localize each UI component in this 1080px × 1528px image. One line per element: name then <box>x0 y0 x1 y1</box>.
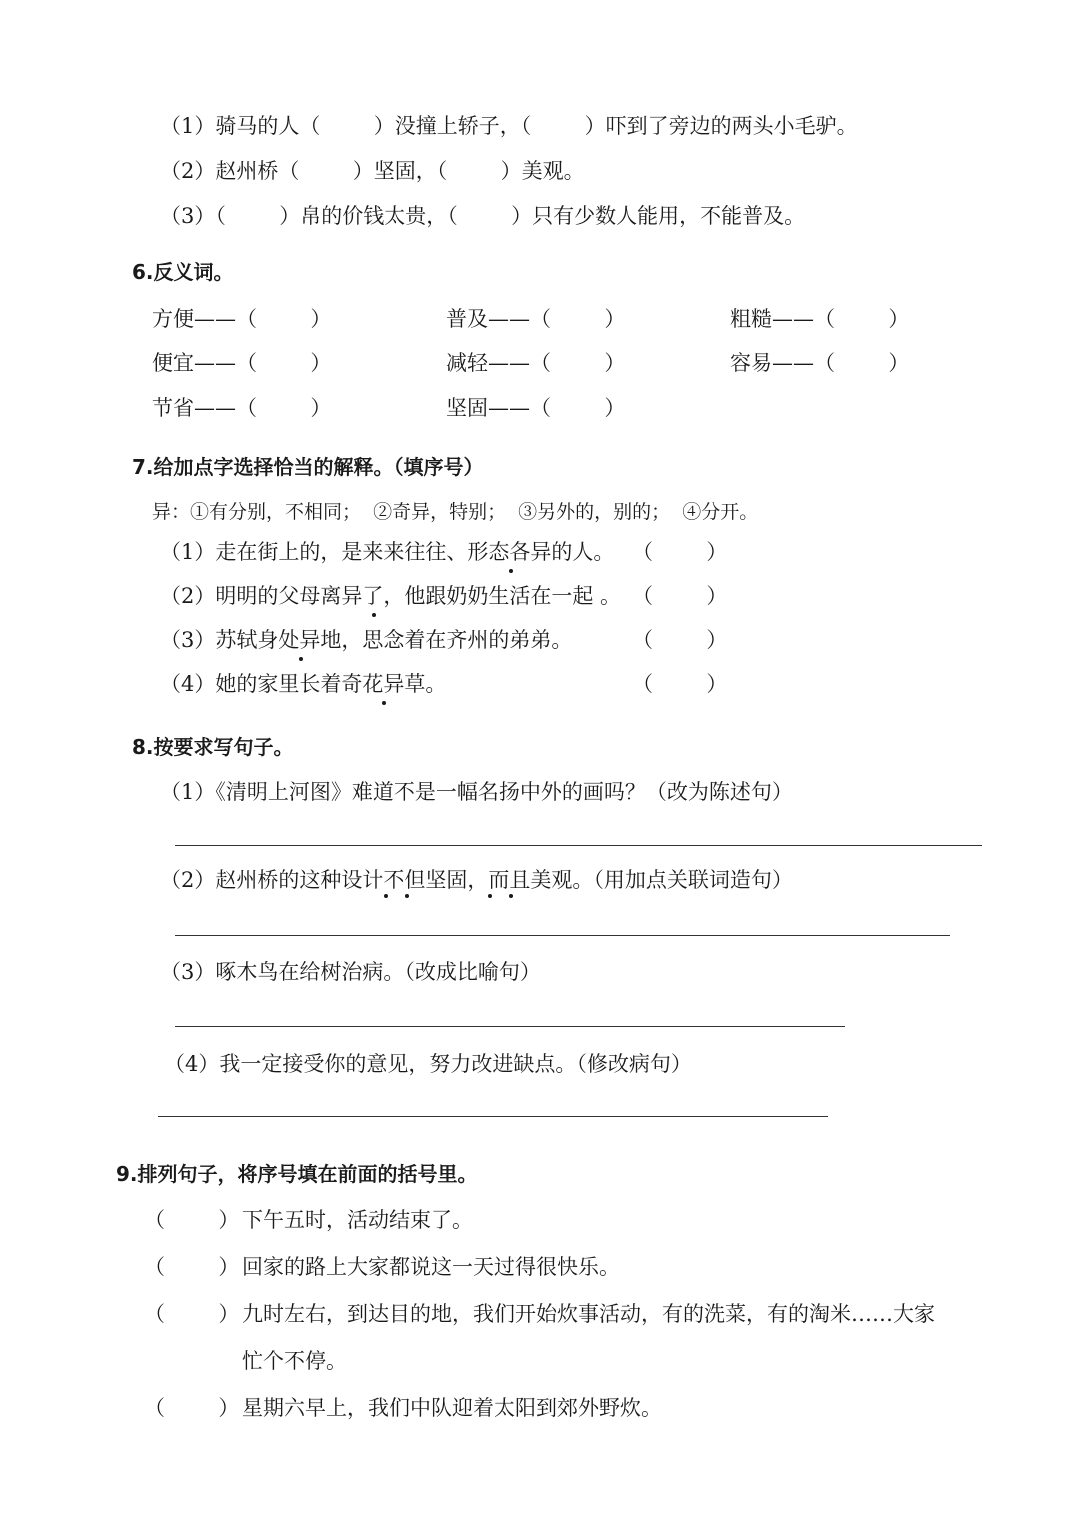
q6-title: 6.反义词。 <box>132 260 234 284</box>
q7-answer-blank-2[interactable]: （ ） <box>632 584 728 608</box>
q7-item-4: （4）她的家里长着奇花异草。 <box>160 672 447 696</box>
q9-order-blank[interactable]: （ ） <box>144 1302 240 1326</box>
antonym-item: 普及——（ ） <box>446 307 626 331</box>
answer-line[interactable] <box>175 1026 845 1027</box>
antonym-item: 减轻——（ ） <box>446 351 626 375</box>
q9-order-blank[interactable]: （ ） <box>144 1255 240 1279</box>
q9-sentence: 下午五时，活动结束了。 <box>242 1208 473 1232</box>
q7-answer-blank-4[interactable]: （ ） <box>632 672 728 696</box>
antonym-item: 便宜——（ ） <box>152 351 332 375</box>
q9-order-blank[interactable]: （ ） <box>144 1208 240 1232</box>
answer-line[interactable] <box>175 845 982 846</box>
emphasis-dot <box>384 894 388 898</box>
antonym-item: 粗糙——（ ） <box>730 307 910 331</box>
q9-sentence: 九时左右，到达目的地，我们开始炊事活动，有的洗菜，有的淘米……大家 <box>242 1302 935 1326</box>
q7-answer-blank-1[interactable]: （ ） <box>632 540 728 564</box>
emphasis-dot <box>488 894 492 898</box>
q7-answer-blank-3[interactable]: （ ） <box>632 628 728 652</box>
q8-item-2: （2）赵州桥的这种设计不但坚固，而且美观。（用加点关联词造句） <box>160 868 793 892</box>
antonym-item: 方便——（ ） <box>152 307 332 331</box>
q9-order-blank[interactable]: （ ） <box>144 1396 240 1420</box>
q7-item-2: （2）明明的父母离异了，他跟奶奶生活在一起 。 <box>160 584 622 608</box>
answer-line[interactable] <box>175 935 950 936</box>
q7-item-1: （1）走在街上的，是来来往往、形态各异的人。 <box>160 540 615 564</box>
emphasis-dot <box>405 894 409 898</box>
q7-title: 7.给加点字选择恰当的解释。（填序号） <box>132 455 484 479</box>
antonym-item: 坚固——（ ） <box>446 396 626 420</box>
emphasis-dot <box>509 569 513 573</box>
conjunction-item-2: （2）赵州桥（ ）坚固，（ ）美观。 <box>160 159 585 183</box>
conjunction-item-1: （1）骑马的人（ ）没撞上轿子，（ ）吓到了旁边的两头小毛驴。 <box>160 114 858 138</box>
q8-item-3: （3）啄木鸟在给树治病。（改成比喻句） <box>160 960 541 984</box>
q8-item-1: （1）《清明上河图》难道不是一幅名扬中外的画吗？（改为陈述句） <box>160 780 793 804</box>
q7-item-3: （3）苏轼身处异地，思念着在齐州的弟弟。 <box>160 628 573 652</box>
q7-definition: 异：①有分别，不相同； ②奇异，特别； ③另外的，别的； ④分开。 <box>152 501 759 523</box>
q8-title: 8.按要求写句子。 <box>132 735 294 759</box>
q9-sentence: 回家的路上大家都说这一天过得很快乐。 <box>242 1255 620 1279</box>
emphasis-dot <box>372 613 376 617</box>
emphasis-dot <box>382 701 386 705</box>
antonym-item: 节省——（ ） <box>152 396 332 420</box>
q9-sentence: 星期六早上，我们中队迎着太阳到郊外野炊。 <box>242 1396 662 1420</box>
answer-line[interactable] <box>158 1116 828 1117</box>
q9-sentence-continued: 忙个不停。 <box>242 1349 347 1373</box>
q8-item-4: （4）我一定接受你的意见，努力改进缺点。（修改病句） <box>164 1052 692 1076</box>
antonym-item: 容易——（ ） <box>730 351 910 375</box>
q9-title: 9.排列句子，将序号填在前面的括号里。 <box>116 1162 478 1186</box>
emphasis-dot <box>299 657 303 661</box>
emphasis-dot <box>509 894 513 898</box>
conjunction-item-3: （3）（ ）帛的价钱太贵，（ ）只有少数人能用，不能普及。 <box>160 204 806 228</box>
